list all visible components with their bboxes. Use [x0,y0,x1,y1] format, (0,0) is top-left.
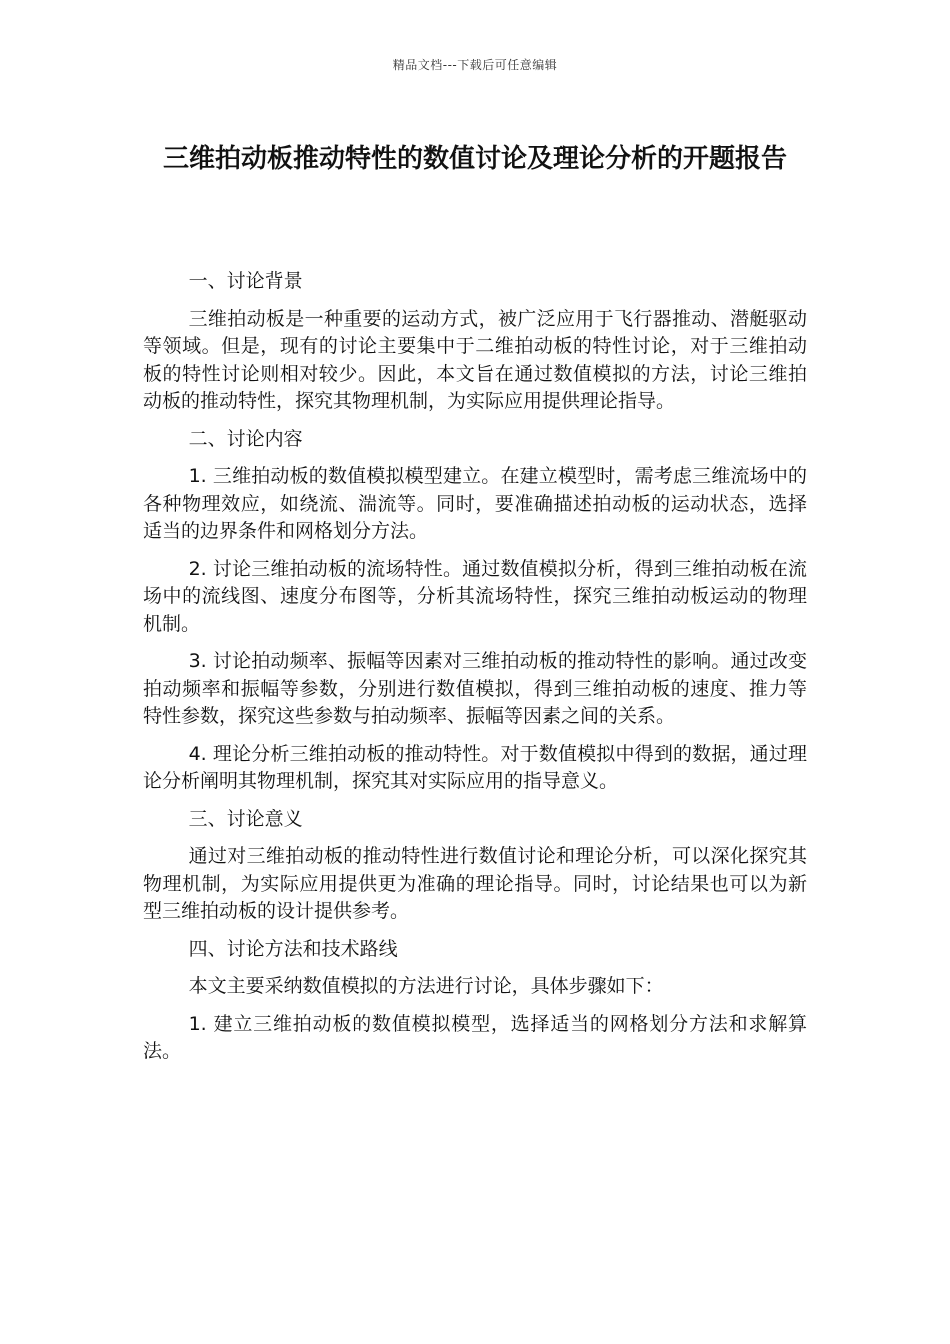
document-title: 三维拍动板推动特性的数值讨论及理论分析的开题报告 [162,144,787,174]
paragraph-content-item-4: 4. 理论分析三维拍动板的推动特性。对于数值模拟中得到的数据，通过理论分析阐明其物理机制，探究其对实际应用的指导意义。 [143,742,807,792]
paragraph-content-item-1: 1. 三维拍动板的数值模拟模型建立。在建立模型时，需考虑三维流场中的各种物理效应，如绕流、湍流等。同时，要准确描述拍动板的运动状态，选择适当的边界条件和网格划分方法。 [143,465,807,542]
section-heading-background: 一、讨论背景 [188,270,303,292]
section-heading-method: 四、讨论方法和技术路线 [188,937,398,960]
paragraph-significance: 通过对三维拍动板的推动特性进行数值讨论和理论分析，可以深化探究其物理机制，为实际应用提供更为准确的理论指导。同时，讨论结果也可以为新型三维拍动板的设计提供参考。 [143,845,807,922]
document-body [143,268,807,1076]
paragraph-method-step-1: 1. 建立三维拍动板的数值模拟模型，选择适当的网格划分方法和求解算法。 [143,1012,807,1062]
paragraph-background: 三维拍动板是一种重要的运动方式，被广泛应用于飞行器推动、潜艇驱动等领域。但是，现有的讨论主要集中于二维拍动板的特性讨论，对于三维拍动板的特性讨论则相对较少。因此，本文旨在通过数值模拟的方法，讨论三维拍动板的推动特性，探究其物理机制，为实际应用提供理论指导。 [143,307,807,412]
section-heading-content: 二、讨论内容 [188,427,303,450]
page-header: 精品文档---下载后可任意编辑 [392,58,558,72]
paragraph-method-intro: 本文主要采纳数值模拟的方法进行讨论，具体步骤如下： [188,975,664,997]
paragraph-content-item-2: 2. 讨论三维拍动板的流场特性。通过数值模拟分析，得到三维拍动板在流场中的流线图、速度分布图等，分析其流场特性，探究三维拍动板运动的物理机制。 [143,557,807,635]
paragraph-content-item-3: 3. 讨论拍动频率、振幅等因素对三维拍动板的推动特性的影响。通过改变拍动频率和振幅等参数，分别进行数值模拟，得到三维拍动板的速度、推力等特性参数，探究这些参数与拍动频率、振幅等因素之间的关系。 [143,650,807,727]
section-heading-significance: 三、讨论意义 [188,807,303,830]
